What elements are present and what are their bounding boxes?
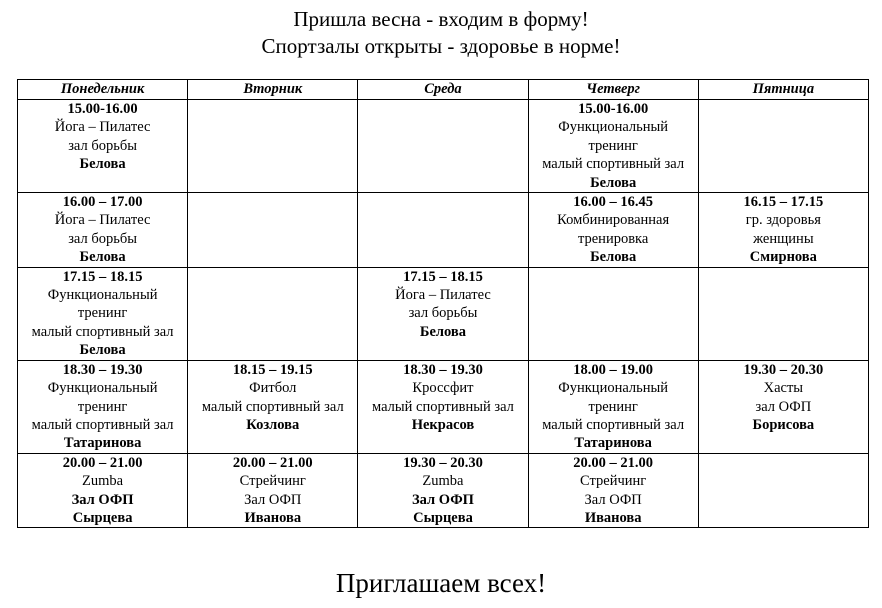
class-time: 17.15 – 18.15: [62, 268, 143, 285]
trainer-name: Сырцева: [72, 509, 133, 526]
class-cell-monday: [18, 453, 188, 528]
class-time: 18.00 – 19.00: [573, 361, 654, 378]
class-cell-thursday: [528, 360, 698, 453]
class-detail: тренинг: [77, 305, 128, 322]
class-cell-monday: [18, 360, 188, 453]
trainer-name: Татаринова: [63, 435, 142, 452]
class-detail: Йога – Пилатес: [54, 212, 151, 229]
trainer-name: Иванова: [584, 509, 642, 526]
class-detail: малый спортивный зал: [542, 156, 685, 173]
trainer-name: Белова: [79, 249, 126, 266]
headline: Пришла весна - входим в форму!: [293, 7, 589, 31]
day-header-wednesday: Среда: [358, 80, 528, 100]
class-cell-thursday: [528, 267, 698, 360]
class-time: 20.00 – 21.00: [573, 454, 654, 471]
trainer-name: Белова: [419, 323, 467, 340]
subheadline: Спортзалы открыты - здоровье в норме!: [261, 34, 621, 58]
class-cell-wednesday: [358, 100, 528, 193]
trainer-name: Козлова: [246, 416, 300, 433]
class-cell-monday: [18, 193, 188, 268]
class-detail: Zumba: [82, 473, 124, 490]
class-cell-wednesday: [358, 360, 528, 453]
class-detail: Zumba: [422, 473, 464, 490]
class-time: 20.00 – 21.00: [232, 454, 313, 471]
class-detail: малый спортивный зал: [372, 398, 514, 415]
class-cell-tuesday: [188, 193, 358, 268]
class-time: 20.00 – 21.00: [62, 454, 143, 471]
class-cell-thursday: [528, 193, 698, 268]
trainer-name: Некрасов: [411, 416, 475, 433]
class-detail: зал борьбы: [68, 137, 137, 154]
day-header-monday: Понедельник: [18, 80, 188, 100]
class-time: 18.30 – 19.30: [62, 361, 143, 378]
class-room: Зал ОФП: [411, 491, 474, 508]
class-detail: Хасты: [763, 380, 804, 397]
class-detail: зал ОФП: [755, 398, 812, 415]
class-cell-thursday: [528, 453, 698, 528]
class-detail: Йога – Пилатес: [54, 119, 151, 136]
trainer-name: Белова: [590, 249, 637, 266]
class-detail: малый спортивный зал: [542, 416, 685, 433]
class-detail: зал борьбы: [68, 230, 137, 247]
class-cell-friday: [698, 360, 868, 453]
trainer-name: Белова: [590, 174, 637, 191]
day-header-friday: Пятница: [698, 80, 868, 100]
trainer-name: Белова: [79, 156, 126, 173]
schedule-row: [18, 193, 869, 268]
day-header-thursday: Четверг: [528, 80, 698, 100]
class-detail: Функциональный: [558, 119, 669, 136]
class-detail: тренинг: [77, 398, 128, 415]
class-detail: женщины: [753, 230, 814, 247]
class-time: 16.15 – 17.15: [743, 194, 824, 211]
class-cell-wednesday: [358, 453, 528, 528]
class-detail: Функциональный: [47, 380, 158, 397]
class-time: 16.00 – 16.45: [573, 194, 654, 211]
schedule-row: [18, 453, 869, 528]
class-time: 16.00 – 17.00: [62, 194, 143, 211]
class-cell-tuesday: [188, 267, 358, 360]
class-cell-friday: [698, 267, 868, 360]
class-time: 19.30 – 20.30: [743, 361, 824, 378]
trainer-name: Смирнова: [749, 249, 817, 266]
schedule-table: [17, 79, 869, 528]
trainer-name: Белова: [79, 342, 126, 359]
class-cell-tuesday: [188, 453, 358, 528]
footer-invitation: Приглашаем всех!: [335, 568, 547, 598]
class-time: 15.00-16.00: [578, 101, 649, 117]
trainer-name: Татаринова: [574, 435, 652, 452]
class-time: 15.00-16.00: [67, 101, 138, 117]
class-cell-thursday: [528, 100, 698, 193]
class-detail: малый спортивный зал: [31, 416, 174, 433]
schedule-row: [18, 267, 869, 360]
class-cell-monday: [18, 267, 188, 360]
class-time: 17.15 – 18.15: [403, 268, 483, 285]
class-detail: тренировка: [577, 230, 649, 247]
class-detail: Кроссфит: [412, 380, 474, 397]
class-detail: гр. здоровья: [745, 212, 821, 229]
class-detail: Йога – Пилатес: [395, 287, 491, 304]
class-detail: Стрейчинг: [580, 473, 647, 490]
class-detail: тренинг: [588, 137, 638, 154]
trainer-name: Иванова: [244, 509, 302, 526]
class-detail: Комбинированная: [557, 212, 670, 229]
class-cell-tuesday: [188, 100, 358, 193]
class-cell-wednesday: [358, 267, 528, 360]
class-time: 18.15 – 19.15: [232, 361, 313, 378]
schedule-row: [18, 360, 869, 453]
class-detail: Фитбол: [249, 380, 297, 397]
schedule-row: [18, 100, 869, 193]
class-time: 19.30 – 20.30: [403, 454, 483, 471]
class-detail: Зал ОФП: [244, 491, 302, 508]
trainer-name: Сырцева: [413, 509, 473, 526]
class-detail: зал борьбы: [408, 305, 478, 322]
class-cell-monday: [18, 100, 188, 193]
day-header-tuesday: Вторник: [188, 80, 358, 100]
class-cell-tuesday: [188, 360, 358, 453]
class-cell-friday: [698, 453, 868, 528]
class-detail: малый спортивный зал: [31, 323, 174, 340]
class-room: Зал ОФП: [71, 491, 134, 508]
class-detail: Функциональный: [47, 287, 158, 304]
class-detail: Стрейчинг: [239, 473, 306, 490]
trainer-name: Борисова: [752, 416, 815, 433]
header-row: [18, 80, 869, 100]
class-detail: Зал ОФП: [584, 491, 642, 508]
class-cell-friday: [698, 193, 868, 268]
class-time: 18.30 – 19.30: [403, 361, 483, 378]
class-detail: Функциональный: [558, 380, 669, 397]
class-cell-friday: [698, 100, 868, 193]
class-detail: тренинг: [588, 398, 638, 415]
class-detail: малый спортивный зал: [201, 398, 344, 415]
class-cell-wednesday: [358, 193, 528, 268]
